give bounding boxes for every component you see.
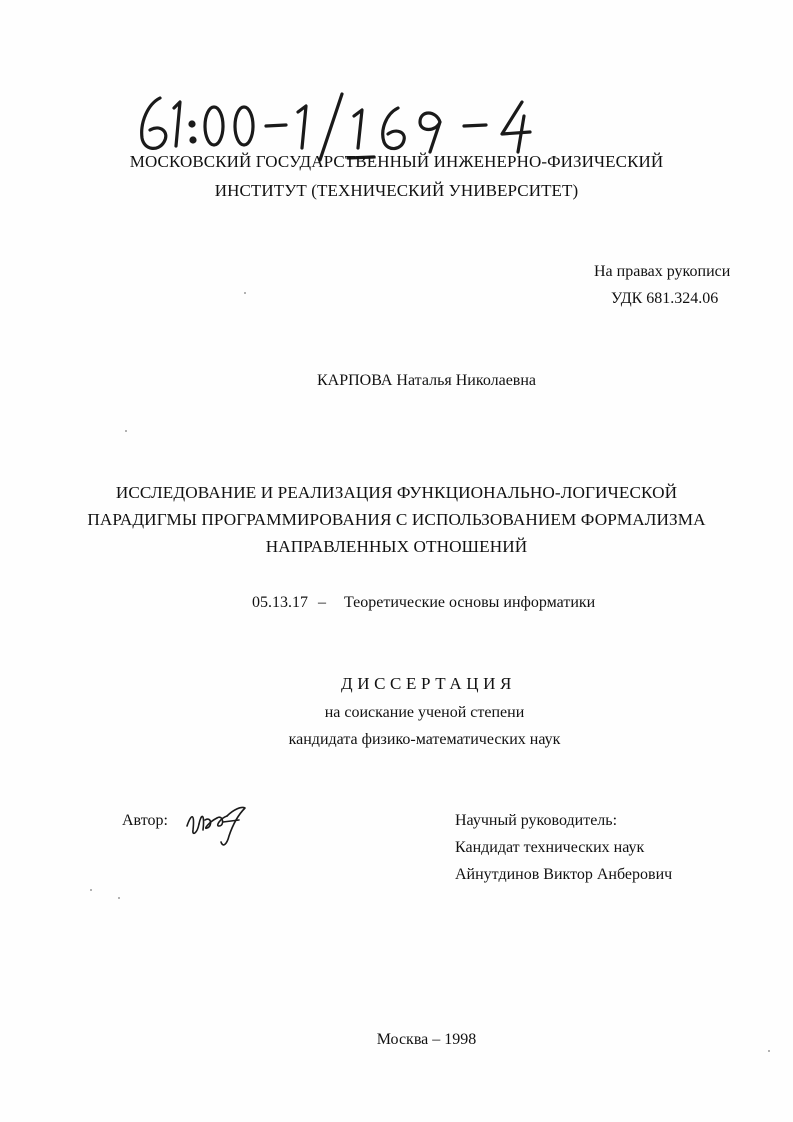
place-year: Москва – 1998 <box>376 1031 477 1048</box>
institution-line-1: МОСКОВСКИЙ ГОСУДАРСТВЕННЫЙ ИНЖЕНЕРНО-ФИЗИЧЕСКИЙ <box>129 152 664 171</box>
dissertation-title-line-1: ИССЛЕДОВАНИЕ И РЕАЛИЗАЦИЯ ФУНКЦИОНАЛЬНО-ЛОГИЧЕСКОЙ <box>115 483 678 502</box>
scan-speck <box>118 897 120 899</box>
specialty-dash: – <box>318 594 326 611</box>
author-label: Автор: <box>122 812 168 829</box>
scan-speck <box>90 889 92 891</box>
dissertation-heading: ДИССЕРТАЦИЯ <box>341 674 516 693</box>
supervisor-label: Научный руководитель: <box>455 812 618 829</box>
scan-speck <box>768 1050 770 1052</box>
scan-speck <box>244 292 246 294</box>
supervisor-name: Айнутдинов Виктор Анберович <box>455 866 673 883</box>
specialty-name: Теоретические основы информатики <box>344 594 596 611</box>
degree-line-1: на соискание ученой степени <box>324 704 525 721</box>
specialty-code: 05.13.17 <box>252 594 308 611</box>
manuscript-rights: На правах рукописи <box>594 263 731 280</box>
author-signature <box>183 800 253 852</box>
degree-line-2: кандидата физико-математических наук <box>288 731 561 748</box>
scan-speck <box>125 430 127 432</box>
supervisor-degree: Кандидат технических наук <box>455 839 645 856</box>
dissertation-title-line-3: НАПРАВЛЕННЫХ ОТНОШЕНИЙ <box>265 537 528 556</box>
udk-code: УДК 681.324.06 <box>611 290 719 307</box>
author-name: КАРПОВА Наталья Николаевна <box>316 372 537 389</box>
institution-line-2: ИНСТИТУТ (ТЕХНИЧЕСКИЙ УНИВЕРСИТЕТ) <box>214 181 579 200</box>
dissertation-title-line-2: ПАРАДИГМЫ ПРОГРАММИРОВАНИЯ С ИСПОЛЬЗОВАНИЕМ ФОРМАЛИЗМА <box>87 510 706 529</box>
